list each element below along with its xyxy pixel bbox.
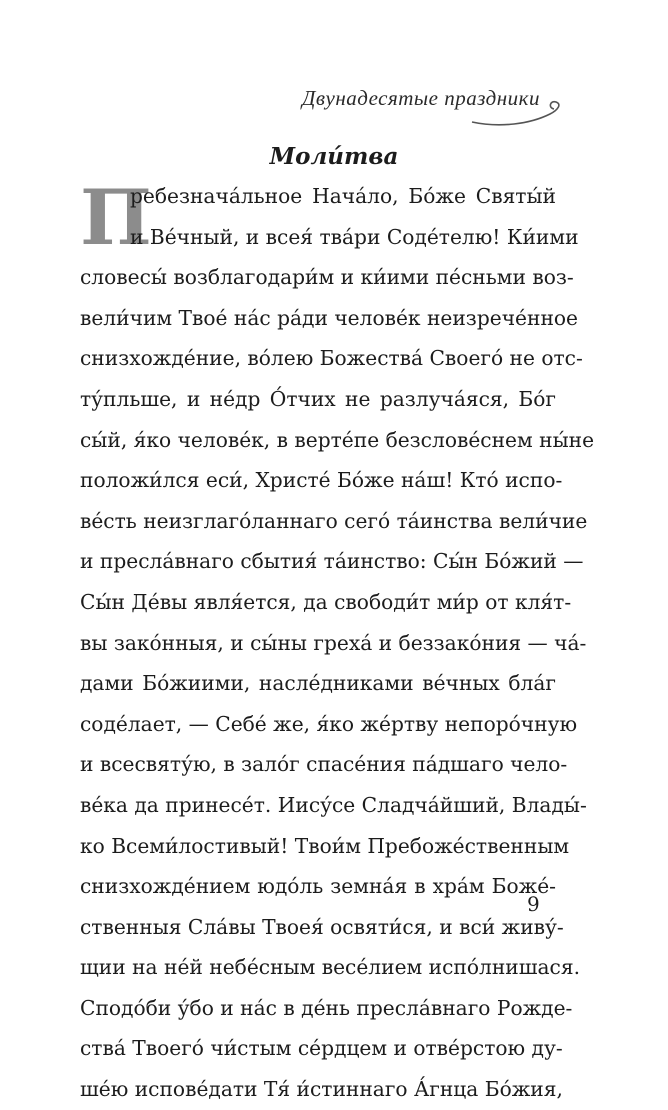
text-line: словесы́ возблагодари́м и ки́ими пе́сньми воз-	[80, 265, 574, 290]
text-line: ства́ Твоего́ чи́стым се́рдцем и отве́рстою ду-	[80, 1036, 563, 1061]
text-line: и пресла́внаго сбытия́ та́инство: Сы́н Бо́жий —	[80, 549, 584, 574]
text-line: и всесвяту́ю, в зало́г спасе́ния па́дшаго чело-	[80, 752, 568, 777]
text-line: ко Всеми́лостивый! Твои́м Пребоже́ственным	[80, 833, 570, 858]
text-line: вели́чим Твое́ на́с ра́ди челове́к неизрече́нное	[80, 305, 578, 330]
text-line: снизхожде́ние, во́лею Божества́ Своего́ не отс-	[80, 346, 583, 371]
text-line: ве́сть неизглаго́ланнаго сего́ та́инства вели́чие	[80, 508, 588, 533]
text-line: ребезнача́льное Нача́ло, Бо́же Святы́й	[130, 184, 556, 208]
page-number: 9	[527, 892, 540, 916]
text-line: положи́лся еси́, Христе́ Бо́же на́ш! Кто́ испо-	[80, 468, 563, 493]
text-line: Сподо́би у́бо и на́с в де́нь пресла́внаго Рожде-	[80, 995, 573, 1020]
flourish-ornament-icon	[470, 90, 570, 130]
text-line: ве́ка да принесе́т. Иису́се Сладча́йший, Влады́-	[80, 792, 587, 817]
text-line: и Ве́чный, и всея́ тва́ри Соде́телю! Ки́ими	[130, 224, 579, 249]
prayer-text	[80, 173, 595, 1110]
drop-cap: П	[80, 173, 152, 262]
text-line: Сы́н Де́вы явля́ется, да свободи́т ми́р от кля́т-	[80, 589, 572, 614]
text-line: дами Бо́жиими, насле́дниками ве́чных бла́г	[80, 671, 556, 696]
text-line: ше́ю испове́дати Тя́ и́стиннаго А́гнца Бо́жия,	[80, 1077, 563, 1102]
text-line: соде́лает, — Себе́ же, я́ко же́ртву непоро́чную	[80, 711, 578, 736]
text-line: сы́й, я́ко челове́к, в верте́пе безслове́снем ны́не	[80, 427, 595, 452]
text-line: снизхожде́нием юдо́ль земна́я в хра́м Боже́-	[80, 874, 556, 899]
page-title: Моли́тва	[269, 143, 399, 170]
text-line: ственныя Сла́вы Твоея́ освяти́ся, и вси́ живу́-	[80, 914, 564, 939]
running-header: Двунадесятые праздники	[302, 86, 540, 110]
text-line: ту́пльше, и не́др О́тчих не разлуча́яся, Бо́г	[80, 386, 556, 411]
text-line: щии на не́й небе́сным весе́лием испо́лнишася.	[80, 955, 581, 980]
text-line: вы зако́нныя, и сы́ны греха́ и беззако́ния — ча́-	[80, 630, 587, 655]
